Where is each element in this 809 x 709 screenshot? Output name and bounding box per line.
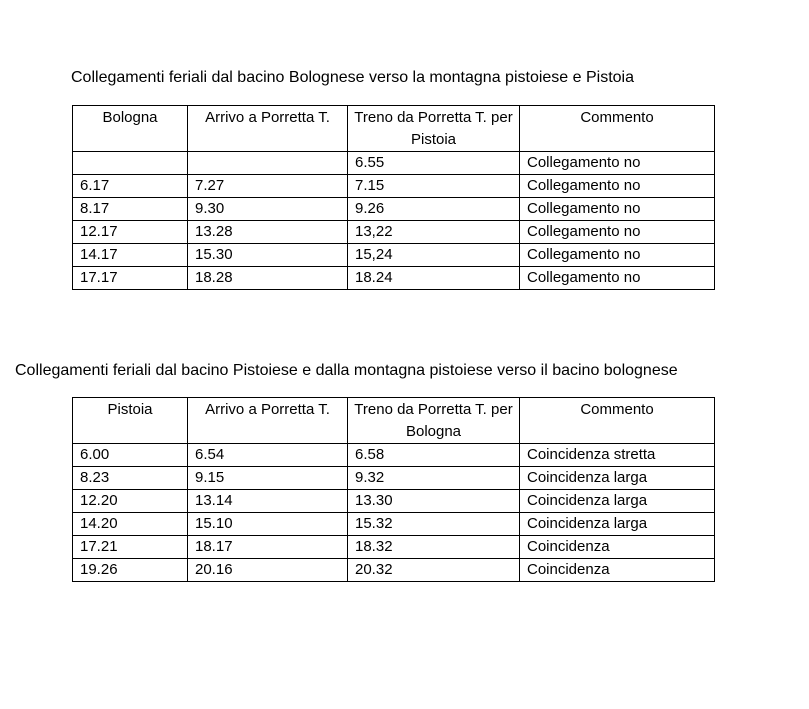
table-row xyxy=(73,467,715,490)
section-title-bologna-to-pistoia: Collegamenti feriali dal bacino Bolognese verso la montagna pistoiese e Pistoia xyxy=(71,69,634,86)
table-cell: 13.28 xyxy=(188,221,348,244)
section-title-pistoia-to-bologna: Collegamenti feriali dal bacino Pistoiese e dalla montagna pistoiese verso il bacino bolognese xyxy=(15,362,678,379)
table-cell: Coincidenza larga xyxy=(520,490,715,513)
table-cell: Coincidenza larga xyxy=(520,513,715,536)
table-row xyxy=(73,221,715,244)
table-cell: 8.17 xyxy=(73,198,188,221)
column-header: Treno da Porretta T. per Bologna xyxy=(348,398,520,444)
table-cell: Collegamento no xyxy=(520,152,715,175)
table-row xyxy=(73,513,715,536)
timetable-bologna-to-pistoia xyxy=(72,105,715,290)
table-cell: Collegamento no xyxy=(520,221,715,244)
table-row xyxy=(73,175,715,198)
column-header: Arrivo a Porretta T. xyxy=(188,106,348,152)
table-cell: 18.24 xyxy=(348,267,520,290)
column-header: Commento xyxy=(520,106,715,152)
table-cell: 15.10 xyxy=(188,513,348,536)
table-cell: 9.15 xyxy=(188,467,348,490)
table-cell: Coincidenza xyxy=(520,559,715,582)
table-cell: 18.28 xyxy=(188,267,348,290)
table-cell: Coincidenza larga xyxy=(520,467,715,490)
table-cell xyxy=(188,152,348,175)
table-cell: 20.16 xyxy=(188,559,348,582)
table-cell: 12.17 xyxy=(73,221,188,244)
table-cell: 13.30 xyxy=(348,490,520,513)
table-cell xyxy=(73,152,188,175)
table-row xyxy=(73,536,715,559)
table-cell: 6.55 xyxy=(348,152,520,175)
table-row xyxy=(73,490,715,513)
table-cell: 6.00 xyxy=(73,444,188,467)
table-cell: 7.27 xyxy=(188,175,348,198)
table-cell: 6.17 xyxy=(73,175,188,198)
table-row xyxy=(73,267,715,290)
table-cell: 13,22 xyxy=(348,221,520,244)
column-header: Bologna xyxy=(73,106,188,152)
table-cell: 15,24 xyxy=(348,244,520,267)
table-cell: 18.32 xyxy=(348,536,520,559)
table-cell: 14.17 xyxy=(73,244,188,267)
table-cell: 13.14 xyxy=(188,490,348,513)
table-cell: Collegamento no xyxy=(520,175,715,198)
table-cell: 12.20 xyxy=(73,490,188,513)
table-cell: 17.21 xyxy=(73,536,188,559)
table-cell: 18.17 xyxy=(188,536,348,559)
table-header-row xyxy=(73,398,715,444)
table-cell: Collegamento no xyxy=(520,244,715,267)
table-cell: 9.32 xyxy=(348,467,520,490)
table-row xyxy=(73,198,715,221)
table-cell: 7.15 xyxy=(348,175,520,198)
table-cell: Coincidenza xyxy=(520,536,715,559)
table-cell: 20.32 xyxy=(348,559,520,582)
column-header: Arrivo a Porretta T. xyxy=(188,398,348,444)
table-cell: Collegamento no xyxy=(520,198,715,221)
table-row xyxy=(73,444,715,467)
column-header: Pistoia xyxy=(73,398,188,444)
table-cell: 15.32 xyxy=(348,513,520,536)
table-cell: Collegamento no xyxy=(520,267,715,290)
table-row xyxy=(73,152,715,175)
table-row xyxy=(73,244,715,267)
table-cell: 17.17 xyxy=(73,267,188,290)
table-cell: 15.30 xyxy=(188,244,348,267)
table-cell: 6.58 xyxy=(348,444,520,467)
table-row xyxy=(73,559,715,582)
table-cell: Coincidenza stretta xyxy=(520,444,715,467)
table-cell: 14.20 xyxy=(73,513,188,536)
table-cell: 8.23 xyxy=(73,467,188,490)
table-cell: 19.26 xyxy=(73,559,188,582)
table-cell: 9.26 xyxy=(348,198,520,221)
column-header: Treno da Porretta T. per Pistoia xyxy=(348,106,520,152)
table-header-row xyxy=(73,106,715,152)
column-header: Commento xyxy=(520,398,715,444)
table-cell: 6.54 xyxy=(188,444,348,467)
timetable-pistoia-to-bologna xyxy=(72,397,715,582)
table-cell: 9.30 xyxy=(188,198,348,221)
